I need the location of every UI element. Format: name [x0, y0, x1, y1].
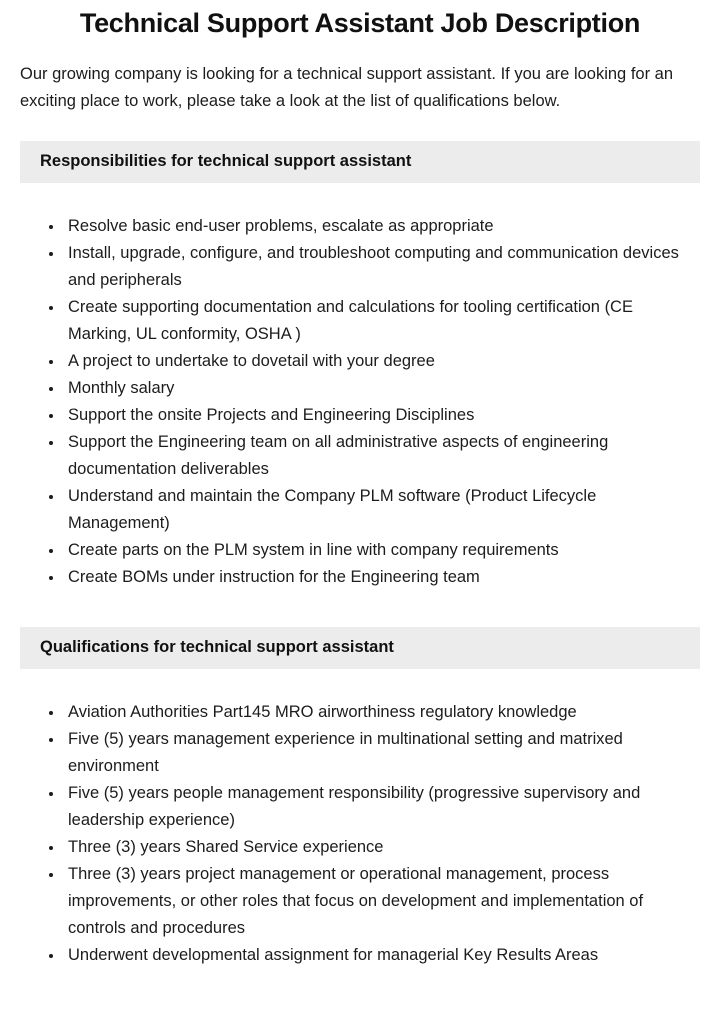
list-item: • Five (5) years management experience in multinational setting and matrixed environment	[64, 726, 700, 780]
list-item: • Underwent developmental assignment for managerial Key Results Areas	[64, 942, 700, 969]
list-item: • Resolve basic end-user problems, escalate as appropriate	[64, 213, 700, 240]
qualifications-list	[20, 699, 700, 969]
list-item: • Support the Engineering team on all administrative aspects of engineering documentation deliverables	[64, 429, 700, 483]
list-item: • Three (3) years Shared Service experience	[64, 834, 700, 861]
page-title: Technical Support Assistant Job Description	[79, 8, 641, 38]
list-item: • Install, upgrade, configure, and troubleshoot computing and communication devices and peripherals	[64, 240, 700, 294]
list-item: • Understand and maintain the Company PLM software (Product Lifecycle Management)	[64, 483, 700, 537]
responsibilities-list	[20, 213, 700, 591]
list-item: • Create BOMs under instruction for the Engineering team	[64, 564, 700, 591]
list-item: • Three (3) years project management or operational management, process improvements, or other roles that focus on development and implementation of controls and procedures	[64, 861, 700, 942]
list-item: • Aviation Authorities Part145 MRO airworthiness regulatory knowledge	[64, 699, 700, 726]
list-item: • Monthly salary	[64, 375, 700, 402]
section-header-qualifications: Qualifications for technical support assistant	[20, 627, 700, 669]
list-item: • A project to undertake to dovetail with your degree	[64, 348, 700, 375]
list-item: • Support the onsite Projects and Engineering Disciplines	[64, 402, 700, 429]
section-header-responsibilities: Responsibilities for technical support assistant	[20, 141, 700, 183]
intro-paragraph: Our growing company is looking for a technical support assistant. If you are looking for an exciting place to work, please take a look at the list of qualifications below.	[20, 65, 674, 110]
list-item: • Create parts on the PLM system in line with company requirements	[64, 537, 700, 564]
list-item: • Five (5) years people management responsibility (progressive supervisory and leadership experience)	[64, 780, 700, 834]
list-item: • Create supporting documentation and calculations for tooling certification (CE Marking, UL conformity, OSHA )	[64, 294, 700, 348]
